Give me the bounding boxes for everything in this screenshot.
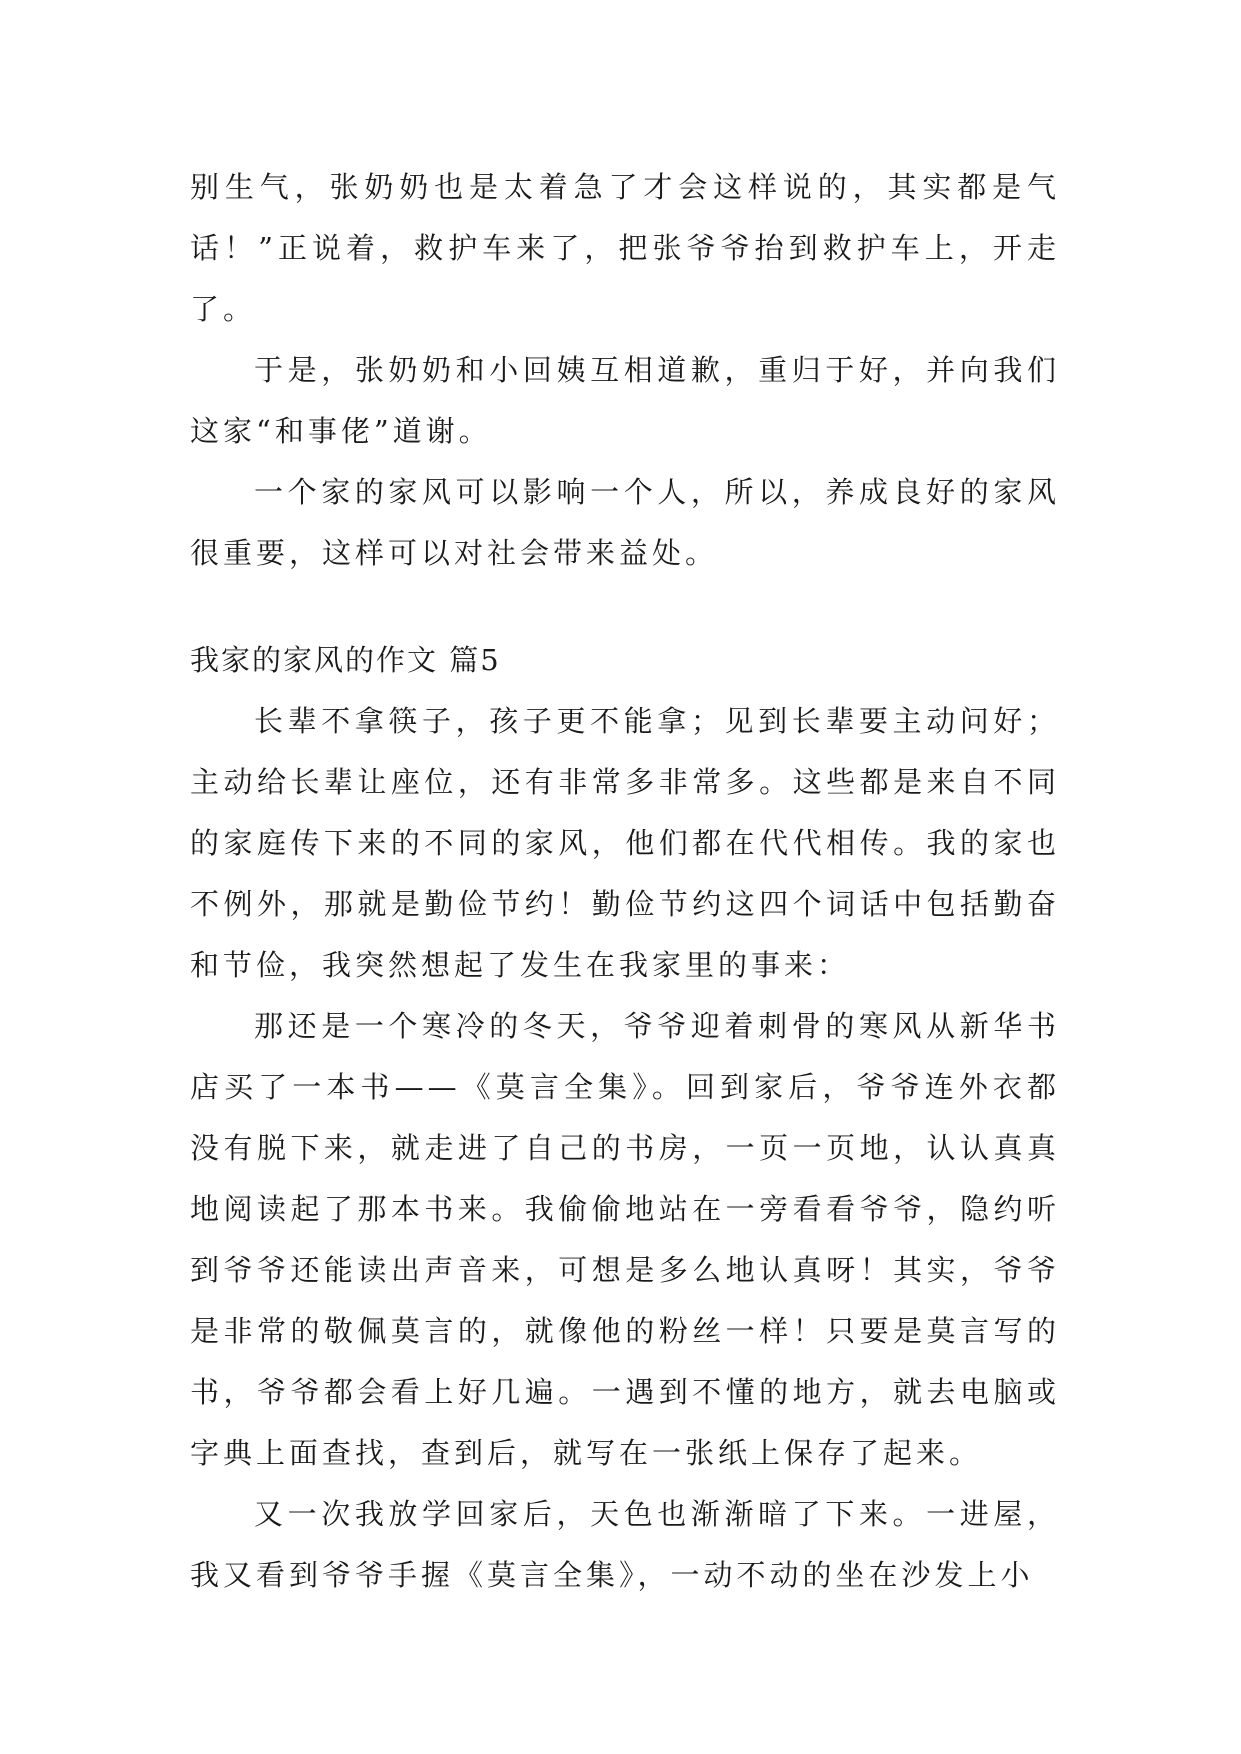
document-body <box>190 157 1060 1606</box>
paragraph-intro: 长辈不拿筷子，孩子更不能拿；见到长辈要主动问好；主动给长辈让座位，还有非常多非常多。这些都是来自不同的家庭传下来的不同的家风，他们都在代代相传。我的家也不例外，那就是勤俭节约！勤俭节约这四个词话中包括勤奋和节俭，我突然想起了发生在我家里的事来： <box>190 704 1060 982</box>
paragraph-conclusion: 一个家的家风可以影响一个人，所以，养成良好的家风很重要，这样可以对社会带来益处。 <box>190 475 1060 570</box>
paragraph-apology: 于是，张奶奶和小回姨互相道歉，重归于好，并向我们这家“和事佬”道谢。 <box>190 353 1060 448</box>
paragraph-after-school: 又一次我放学回家后，天色也渐渐暗了下来。一进屋，我又看到爷爷手握《莫言全集》，一动不动的坐在沙发上小 <box>190 1497 1060 1592</box>
section-heading: 我家的家风的作文 篇5 <box>190 643 501 677</box>
paragraph-continued: 别生气，张奶奶也是太着急了才会这样说的，其实都是气话！”正说着，救护车来了，把张爷爷抬到救护车上，开走了。 <box>190 170 1060 326</box>
paragraph-grandpa-book: 那还是一个寒冷的冬天，爷爷迎着刺骨的寒风从新华书店买了一本书——《莫言全集》。回到家后，爷爷连外衣都没有脱下来，就走进了自己的书房，一页一页地，认认真真地阅读起了那本书来。我偷偷地站在一旁看看爷爷，隐约听到爷爷还能读出声音来，可想是多么地认真呀！其实，爷爷是非常的敬佩莫言的，就像他的粉丝一样！只要是莫言写的书，爷爷都会看上好几遍。一遇到不懂的地方，就去电脑或字典上面查找，查到后，就写在一张纸上保存了起来。 <box>190 1009 1060 1470</box>
